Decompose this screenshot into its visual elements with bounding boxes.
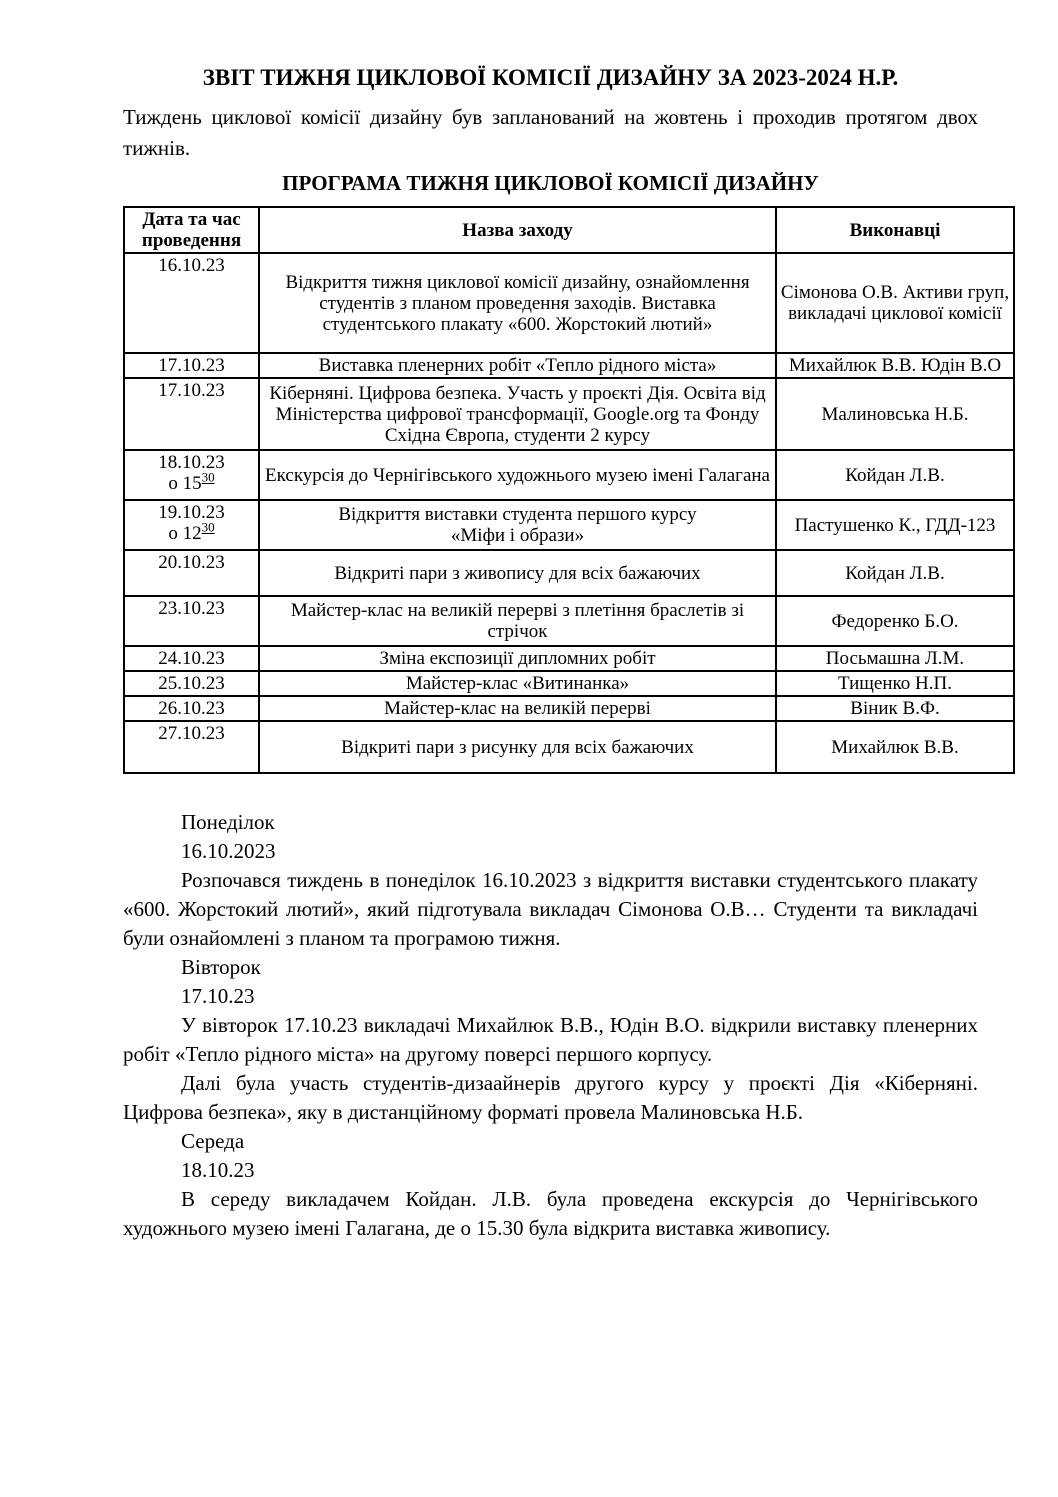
date-line: 18.10.23 — [158, 452, 225, 473]
date-cell — [124, 450, 259, 500]
executors-cell: Віник В.Ф. — [776, 696, 1014, 721]
event-cell: Виставка пленерних робіт «Тепло рідного міста» — [259, 353, 776, 378]
daily-report-sections — [123, 808, 978, 1243]
section-paragraph: В середу викладачем Койдан. Л.В. була проведена екскурсія до Чернігівського художнього музею імені Галагана, де о 15.30 була відкрита виставка живопису. — [123, 1187, 978, 1240]
date-cell: 24.10.23 — [124, 646, 259, 671]
table-row — [124, 721, 1014, 773]
intro-paragraph: Тиждень циклової комісії дизайну був запланований на жовтень і проходив протягом двох тижнів. — [123, 105, 978, 160]
section-wednesday — [123, 1127, 978, 1243]
program-title: ПРОГРАМА ТИЖНЯ ЦИКЛОВОЇ КОМІСІЇ ДИЗАЙНУ — [282, 171, 819, 195]
time-superscript: 30 — [201, 469, 215, 485]
event-cell: Відкриті пари з живопису для всіх бажаючих — [259, 550, 776, 596]
event-cell — [259, 500, 776, 550]
date-cell: 25.10.23 — [124, 671, 259, 696]
date-heading: 18.10.23 — [181, 1158, 255, 1182]
header-event: Назва заходу — [259, 207, 776, 253]
date-cell: 23.10.23 — [124, 596, 259, 646]
section-monday — [123, 808, 978, 953]
event-cell: Майстер-клас «Витинанка» — [259, 671, 776, 696]
time-line — [128, 519, 255, 544]
header-executors: Виконавці — [776, 207, 1014, 253]
date-cell: 16.10.23 — [124, 253, 259, 353]
event-cell: Кіберняні. Цифрова безпека. Участь у проєкті Дія. Освіта від Міністерства цифрової трансформації, Google.org та Фонду Східна Європа, студенти 2 курсу — [259, 378, 776, 450]
executors-cell: Михайлюк В.В. Юдін В.О — [776, 353, 1014, 378]
event-cell: Екскурсія до Чернігівського художнього музею імені Галагана — [259, 450, 776, 500]
table-row — [124, 671, 1014, 696]
date-cell: 27.10.23 — [124, 721, 259, 773]
executors-cell: Пастушенко К., ГДД-123 — [776, 500, 1014, 550]
date-cell — [124, 500, 259, 550]
event-cell: Майстер-клас на великій перерві — [259, 696, 776, 721]
executors-cell: Михайлюк В.В. — [776, 721, 1014, 773]
table-row — [124, 378, 1014, 450]
table-row — [124, 450, 1014, 500]
time-prefix: о 15 — [168, 473, 202, 494]
report-title: ЗВІТ ТИЖНЯ ЦИКЛОВОЇ КОМІСІЇ ДИЗАЙНУ ЗА 2023-2024 Н.Р. — [202, 65, 899, 90]
event-cell: Відкриті пари з рисунку для всіх бажаючих — [259, 721, 776, 773]
table-row — [124, 550, 1014, 596]
executors-cell: Малиновська Н.Б. — [776, 378, 1014, 450]
executors-cell: Сімонова О.В. Активи груп, викладачі циклової комісії — [776, 253, 1014, 353]
program-table — [123, 206, 1015, 774]
date-line: 19.10.23 — [158, 502, 225, 523]
table-row — [124, 500, 1014, 550]
event-cell: Майстер-клас на великій перерві з плетіння браслетів зі стрічок — [259, 596, 776, 646]
header-date: Дата та час проведення — [124, 207, 259, 253]
section-paragraph: У вівторок 17.10.23 викладачі Михайлюк В.В., Юдін В.О. відкрили виставку пленерних робіт «Тепло рідного міста» на другому поверсі першого корпусу. — [123, 1013, 978, 1066]
table-row — [124, 696, 1014, 721]
executors-cell: Койдан Л.В. — [776, 450, 1014, 500]
table-row — [124, 353, 1014, 378]
time-line — [128, 469, 255, 494]
date-heading: 16.10.2023 — [181, 839, 276, 863]
date-cell: 17.10.23 — [124, 353, 259, 378]
table-row — [124, 646, 1014, 671]
day-heading: Понеділок — [181, 810, 275, 834]
day-heading: Середа — [181, 1129, 245, 1153]
day-heading: Вівторок — [181, 955, 261, 979]
table-row — [124, 596, 1014, 646]
date-cell: 26.10.23 — [124, 696, 259, 721]
event-line: «Міфи і образи» — [450, 525, 585, 546]
section-paragraph: Далі була участь студентів-дизаайнерів другого курсу у проєкті Дія «Кіберняні. Цифрова безпека», яку в дистанційному форматі провела Малиновська Н.Б. — [123, 1071, 978, 1124]
event-cell: Відкриття тижня циклової комісії дизайну, ознайомлення студентів з планом проведення заходів. Виставка студентського плакату «600. Жорстокий лютий» — [259, 253, 776, 353]
table-row — [124, 253, 1014, 353]
event-line: Відкриття виставки студента першого курсу — [338, 504, 697, 525]
executors-cell: Посьмашна Л.М. — [776, 646, 1014, 671]
date-heading: 17.10.23 — [181, 984, 255, 1008]
report-document — [123, 0, 1010, 1243]
executors-cell: Тищенко Н.П. — [776, 671, 1014, 696]
event-cell: Зміна експозиції дипломних робіт — [259, 646, 776, 671]
time-superscript: 30 — [201, 519, 215, 535]
section-tuesday — [123, 953, 978, 1127]
executors-cell: Федоренко Б.О. — [776, 596, 1014, 646]
table-header-row — [124, 207, 1014, 253]
executors-cell: Койдан Л.В. — [776, 550, 1014, 596]
time-prefix: о 12 — [168, 523, 202, 544]
date-cell: 17.10.23 — [124, 378, 259, 450]
date-cell: 20.10.23 — [124, 550, 259, 596]
section-paragraph: Розпочався тиждень в понеділок 16.10.2023 з відкриття виставки студентського плакату «600. Жорстокий лютий», який підготувала викладач Сімонова О.В… Студенти та викладачі були ознайомлені з планом та програмою тижня. — [123, 868, 978, 950]
